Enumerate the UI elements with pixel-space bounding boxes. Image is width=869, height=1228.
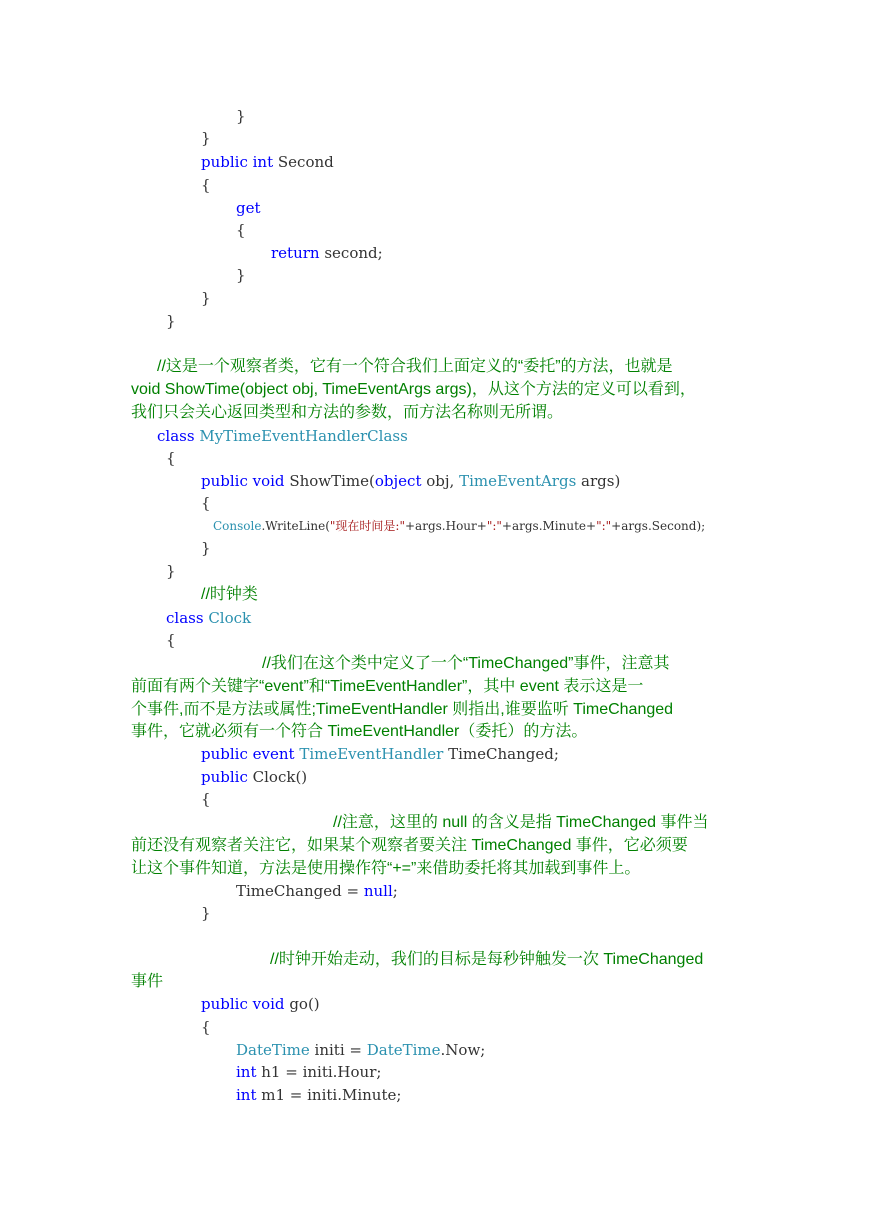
brace: { <box>201 1018 211 1036</box>
brace: } <box>236 107 246 125</box>
identifier: h1 = initi.Hour; <box>256 1063 382 1081</box>
code-line <box>236 106 246 126</box>
brace: { <box>236 221 246 239</box>
type-name: DateTime <box>366 1041 441 1059</box>
brace: } <box>201 539 211 557</box>
comment-line: 前面有两个关键字“event”和“TimeEventHandler”，其中 event 表示这是一 <box>131 678 644 695</box>
code-line <box>201 903 211 923</box>
string-literal: "现在时间是:" <box>329 519 405 533</box>
code-line <box>236 198 261 218</box>
brace: } <box>201 904 211 922</box>
code-line <box>201 789 211 809</box>
comment-line: 事件，它就必须有一个符合 TimeEventHandler（委托）的方法。 <box>131 723 588 740</box>
comment-line: //注意，这里的 null 的含义是指 TimeChanged 事件当 <box>333 814 709 831</box>
comment-line: 个事件,而不是方法或属性;TimeEventHandler 则指出,谁要监听 TimeChanged <box>131 701 674 718</box>
identifier: TimeChanged; <box>443 745 559 763</box>
type-name: Clock <box>208 609 252 627</box>
type-name: TimeEventHandler <box>299 745 444 763</box>
code-line <box>201 175 211 195</box>
identifier: .WriteLine( <box>261 519 330 533</box>
comment-line: 我们只会关心返回类型和方法的参数，而方法名称则无所谓。 <box>131 404 564 421</box>
keyword: public void <box>201 472 285 490</box>
identifier: Second <box>273 153 334 171</box>
identifier: m1 = initi.Minute; <box>256 1086 402 1104</box>
identifier: ; <box>392 882 398 900</box>
type-name: MyTimeEventHandlerClass <box>199 427 408 445</box>
keyword: class <box>157 427 195 445</box>
comment-line: //时钟开始走动，我们的目标是每秒钟触发一次 TimeChanged <box>270 951 704 968</box>
keyword: null <box>363 882 393 900</box>
type-name: Console <box>213 519 262 533</box>
string-literal: ":" <box>486 519 502 533</box>
brace: } <box>201 289 211 307</box>
code-line <box>236 1062 381 1082</box>
comment-line: 让这个事件知道，方法是使用操作符“+=”来借助委托将其加载到事件上。 <box>131 860 641 877</box>
code-line <box>201 1017 211 1037</box>
keyword: public void <box>201 995 285 1013</box>
brace: } <box>236 266 246 284</box>
comment-line: void ShowTime(object obj, TimeEventArgs args)，从这个方法的定义可以看到， <box>131 381 696 398</box>
keyword: return <box>271 244 320 262</box>
code-line <box>201 994 320 1014</box>
keyword: object <box>374 472 422 490</box>
code-line <box>236 1040 485 1060</box>
brace: } <box>166 562 176 580</box>
keyword: public <box>201 768 248 786</box>
code-line <box>157 426 408 446</box>
code-line <box>236 1085 401 1105</box>
brace: } <box>166 312 176 330</box>
code-line <box>201 538 211 558</box>
code-line <box>201 744 559 764</box>
code-line <box>166 630 176 650</box>
brace: { <box>201 494 211 512</box>
identifier: initi = <box>309 1041 367 1059</box>
code-line <box>166 561 176 581</box>
brace: { <box>201 176 211 194</box>
identifier: Clock() <box>247 768 308 786</box>
keyword: public event <box>201 745 295 763</box>
brace: { <box>166 449 176 467</box>
identifier: +args.Minute+ <box>501 519 597 533</box>
identifier: args) <box>576 472 621 490</box>
code-line <box>236 881 398 901</box>
type-name: DateTime <box>236 1041 310 1059</box>
identifier: TimeChanged = <box>236 882 364 900</box>
identifier: go() <box>284 995 320 1013</box>
code-line <box>166 448 176 468</box>
identifier: .Now; <box>440 1041 486 1059</box>
code-line <box>201 128 211 148</box>
keyword: public int <box>201 153 274 171</box>
identifier: second; <box>319 244 383 262</box>
type-name: TimeEventArgs <box>459 472 577 490</box>
code-line <box>201 493 211 513</box>
code-line <box>201 288 211 308</box>
keyword: int <box>236 1086 257 1104</box>
keyword: int <box>236 1063 257 1081</box>
brace: { <box>166 631 176 649</box>
code-line <box>201 767 307 787</box>
code-line <box>271 243 383 263</box>
keyword: class <box>166 609 204 627</box>
code-line <box>201 152 334 172</box>
comment-line: //我们在这个类中定义了一个“TimeChanged”事件，注意其 <box>262 655 670 672</box>
identifier: +args.Second); <box>611 519 706 533</box>
identifier: ShowTime( <box>284 472 375 490</box>
brace: { <box>201 790 211 808</box>
comment-line: 事件 <box>131 973 164 990</box>
string-literal: ":" <box>596 519 612 533</box>
identifier: obj, <box>421 472 460 490</box>
comment-line: //这是一个观察者类，它有一个符合我们上面定义的“委托”的方法，也就是 <box>157 358 673 375</box>
code-line <box>166 608 251 628</box>
brace: } <box>201 129 211 147</box>
code-line <box>213 516 705 536</box>
code-line <box>236 220 246 240</box>
comment-line: 前还没有观察者关注它，如果某个观察者要关注 TimeChanged 事件，它必须要 <box>131 837 688 854</box>
code-line <box>201 471 620 491</box>
identifier: +args.Hour+ <box>405 519 487 533</box>
code-line <box>236 265 246 285</box>
code-line <box>166 311 176 331</box>
comment-line: //时钟类 <box>201 586 258 603</box>
keyword: get <box>236 199 261 217</box>
